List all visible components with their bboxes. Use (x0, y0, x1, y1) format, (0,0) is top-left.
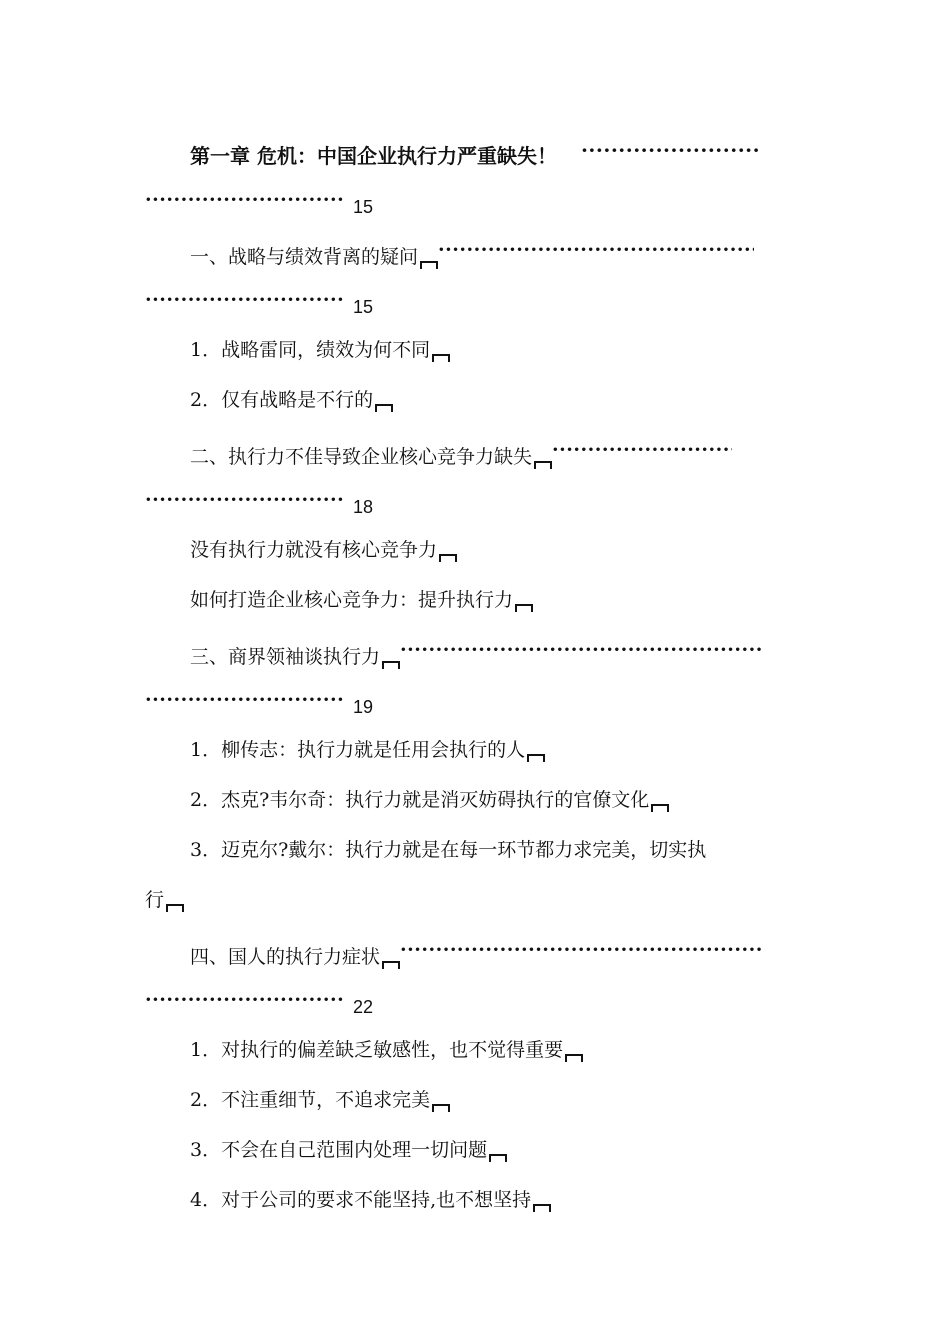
toc-item-label: 1．对执行的偏差缺乏敏感性，也不觉得重要 (190, 1039, 564, 1061)
leader-dots (145, 987, 345, 1013)
toc-page-number: 18 (353, 497, 374, 517)
toc-item-label: 2．不注重细节，不追求完美 (190, 1089, 431, 1111)
toc-item-label: 2．仅有战略是不行的 (190, 389, 374, 411)
link-mark-icon (420, 261, 438, 269)
toc-chapter-1-page-line (145, 187, 373, 220)
link-mark-icon (382, 661, 400, 669)
leader-dots (145, 187, 345, 213)
toc-item[interactable] (190, 1187, 551, 1213)
toc-item-label: 3．迈克尔?戴尔：执行力就是在每一环节都力求完美，切实执 (190, 839, 707, 861)
leader-dots (581, 137, 761, 163)
toc-item[interactable] (190, 737, 545, 763)
link-mark-icon (439, 554, 457, 562)
toc-item[interactable] (190, 337, 450, 363)
toc-item-label: 行 (145, 889, 165, 911)
leader-dots (552, 437, 732, 463)
toc-section-title: 二、执行力不佳导致企业核心竞争力缺失 (190, 446, 533, 468)
link-mark-icon (515, 604, 533, 612)
link-mark-icon (166, 904, 184, 912)
toc-item[interactable] (190, 1037, 583, 1063)
link-mark-icon (534, 461, 552, 469)
toc-section-title: 一、战略与绩效背离的疑问 (190, 246, 419, 268)
link-mark-icon (382, 961, 400, 969)
toc-section-2-page-line (145, 487, 373, 520)
link-mark-icon (375, 404, 393, 412)
toc-page-number: 15 (353, 197, 374, 217)
toc-section-4-page-line (145, 987, 373, 1020)
toc-section-3[interactable] (190, 637, 762, 670)
toc-section-1-page-line (145, 287, 373, 320)
leader-dots (145, 687, 345, 713)
toc-section-4[interactable] (190, 937, 762, 970)
toc-item[interactable] (190, 1137, 507, 1163)
toc-section-2[interactable] (190, 437, 732, 470)
toc-section-title: 四、国人的执行力症状 (190, 946, 381, 968)
toc-section-title: 三、商界领袖谈执行力 (190, 646, 381, 668)
toc-item-label: 没有执行力就没有核心竞争力 (190, 539, 438, 561)
toc-item[interactable] (190, 537, 457, 563)
toc-item-label: 1．柳传志：执行力就是任用会执行的人 (190, 739, 526, 761)
toc-item-continued[interactable] (145, 887, 184, 913)
leader-dots (145, 287, 345, 313)
toc-section-3-page-line (145, 687, 373, 720)
toc-item[interactable] (190, 787, 669, 813)
toc-item[interactable] (190, 1087, 450, 1113)
leader-dots (400, 937, 762, 963)
leader-dots (400, 637, 762, 663)
toc-item-label: 3．不会在自己范围内处理一切问题 (190, 1139, 488, 1161)
toc-section-1[interactable] (190, 237, 754, 270)
toc-item[interactable] (190, 387, 393, 413)
toc-page-number: 19 (353, 697, 374, 717)
link-mark-icon (489, 1154, 507, 1162)
toc-item-label: 如何打造企业核心竞争力：提升执行力 (190, 589, 514, 611)
link-mark-icon (432, 1104, 450, 1112)
toc-chapter-1[interactable] (190, 137, 761, 169)
toc-item-label: 4．对于公司的要求不能坚持,也不想坚持 (190, 1189, 532, 1211)
link-mark-icon (432, 354, 450, 362)
leader-dots (145, 487, 345, 513)
toc-page-number: 22 (353, 997, 374, 1017)
link-mark-icon (527, 754, 545, 762)
toc-page-number: 15 (353, 297, 374, 317)
toc-item-label: 2．杰克?韦尔奇：执行力就是消灭妨碍执行的官僚文化 (190, 789, 650, 811)
link-mark-icon (565, 1054, 583, 1062)
toc-chapter-1-title: 第一章 危机：中国企业执行力严重缺失！ (190, 144, 557, 168)
toc-item-label: 1．战略雷同，绩效为何不同 (190, 339, 431, 361)
link-mark-icon (651, 804, 669, 812)
toc-item[interactable] (190, 837, 706, 863)
toc-item[interactable] (190, 587, 533, 613)
leader-dots (438, 237, 754, 263)
link-mark-icon (533, 1204, 551, 1212)
